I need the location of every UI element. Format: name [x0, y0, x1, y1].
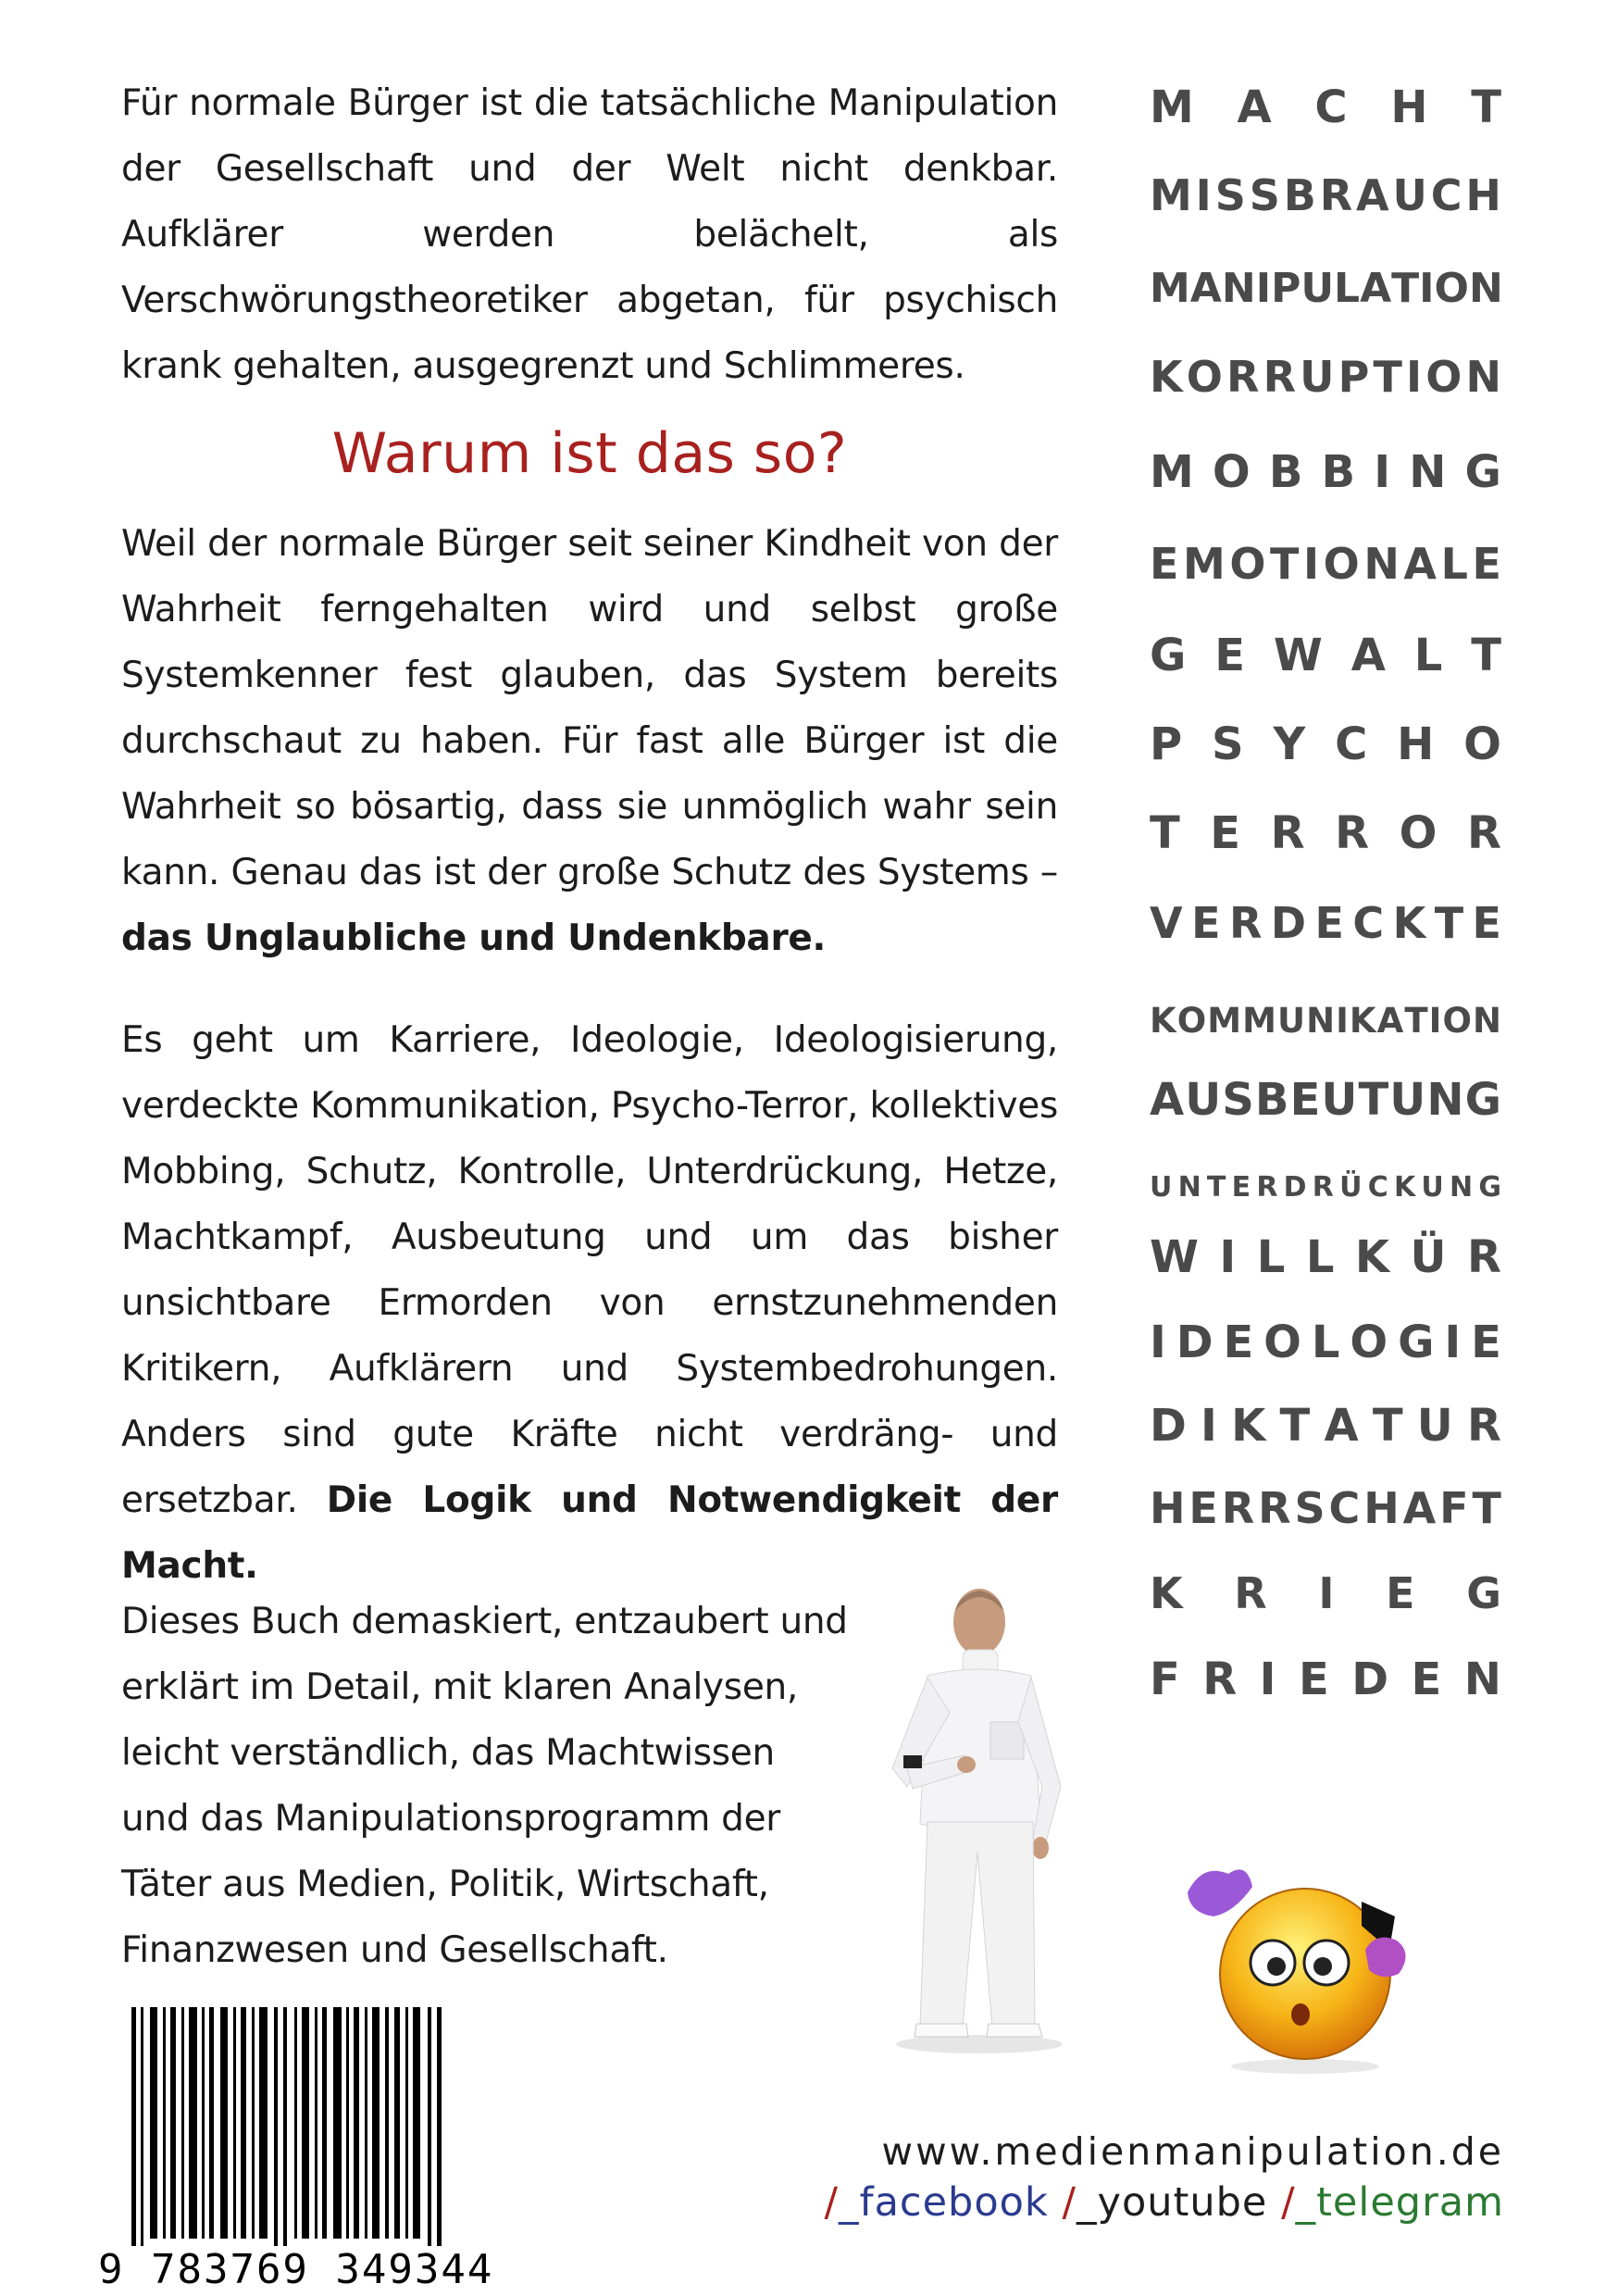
keyword-item: K O R R U P T I O N: [1150, 352, 1501, 402]
paragraph-2: [121, 511, 1058, 971]
social-links: [796, 2179, 1504, 2226]
paragraph-3-bold: Die Logik und Notwendigkeit der Macht.: [121, 1479, 1058, 1587]
youtube-link[interactable]: _youtube: [1077, 2179, 1268, 2226]
paragraph-2-text: Weil der normale Bürger seit seiner Kindheit von der Wahrheit ferngehalten wird und selbst große Systemkenner fest glauben, das System bereits durchschaut zu haben. Für fast alle Bürger ist die Wahrheit so bösartig, dass sie unmöglich wahr sein kann. Genau das ist der große Schutz des Systems –: [121, 523, 1058, 893]
keyword-item: H E R R S C H A F T: [1150, 1483, 1501, 1533]
keyword-item: P S Y C H O: [1150, 718, 1501, 770]
slash-separator: /: [824, 2179, 839, 2226]
section-heading: Warum ist das so?: [331, 421, 848, 486]
paragraph-4: [121, 1589, 853, 1983]
keyword-item: M A C H T: [1150, 81, 1501, 133]
telegram-link[interactable]: _telegram: [1295, 2179, 1504, 2226]
paragraph-3-text: Es geht um Karriere, Ideologie, Ideologisierung, verdeckte Kommunikation, Psycho-Terror, kollektives Mobbing, Schutz, Kontrolle, Unterdrückung, Hetze, Machtkampf, Ausbeutung und um das bisher unsichtbare Ermorden von ernstzunehmenden Kritikern, Aufklärern und Systembedrohungen. Anders sind gute Kräfte nicht verdräng- und ersetzbar.: [121, 1019, 1058, 1521]
keyword-item: G E W A L T: [1150, 630, 1501, 681]
keyword-item: W I L L K Ü R: [1150, 1231, 1501, 1283]
keyword-item: K O M M U N I K A T I O N: [1150, 1001, 1501, 1041]
intro-paragraph: [121, 70, 1058, 399]
keyword-item: D I K T A T U R: [1150, 1400, 1501, 1452]
intro-text: Für normale Bürger ist die tatsächliche Manipulation der Gesellschaft und der Welt nicht denkbar. Aufklärer werden belächelt, als Verschwörungstheoretiker abgetan, für psychisch krank gehalten, ausgegrenzt und Schlimmeres.: [121, 82, 1058, 387]
website-url[interactable]: www.medienmanipulation.de: [881, 2129, 1504, 2174]
keyword-item: M A N I P U L A T I O N: [1150, 265, 1503, 312]
keyword-item: E M O T I O N A L E: [1150, 539, 1501, 589]
isbn-number: 9 783769 349344: [98, 2246, 494, 2293]
keyword-item: M O B B I N G: [1150, 446, 1501, 498]
facebook-link[interactable]: _facebook: [838, 2179, 1049, 2226]
slash-separator: /: [1281, 2179, 1296, 2226]
paragraph-2-bold: das Unglaubliche und Undenkbare.: [121, 917, 827, 959]
keyword-item: U N T E R D R Ü C K U N G: [1150, 1171, 1501, 1204]
keyword-item: M I S S B R A U C H: [1150, 170, 1501, 220]
paragraph-3: [121, 1007, 1058, 1599]
keyword-item: A U S B E U T U N G: [1150, 1074, 1501, 1126]
keyword-item: K R I E G: [1150, 1568, 1501, 1618]
keyword-item: T E R R O R: [1150, 807, 1501, 859]
keyword-item: I D E O L O G I E: [1150, 1316, 1501, 1368]
keyword-item: F R I E D E N: [1150, 1653, 1501, 1705]
smiley-emoji-illustration: [1180, 1861, 1412, 2074]
slash-separator: /: [1062, 2179, 1077, 2226]
paragraph-4-text: Dieses Buch demaskiert, entzaubert und erklärt im Detail, mit klaren Analysen, leicht verständlich, das Machtwissen und das Manipulationsprogramm der Täter aus Medien, Politik, Wirtschaft, Finanzwesen und Gesellschaft.: [121, 1601, 848, 1971]
keyword-item: V E R D E C K T E: [1150, 898, 1501, 948]
man-figure-illustration: [870, 1574, 1083, 2055]
